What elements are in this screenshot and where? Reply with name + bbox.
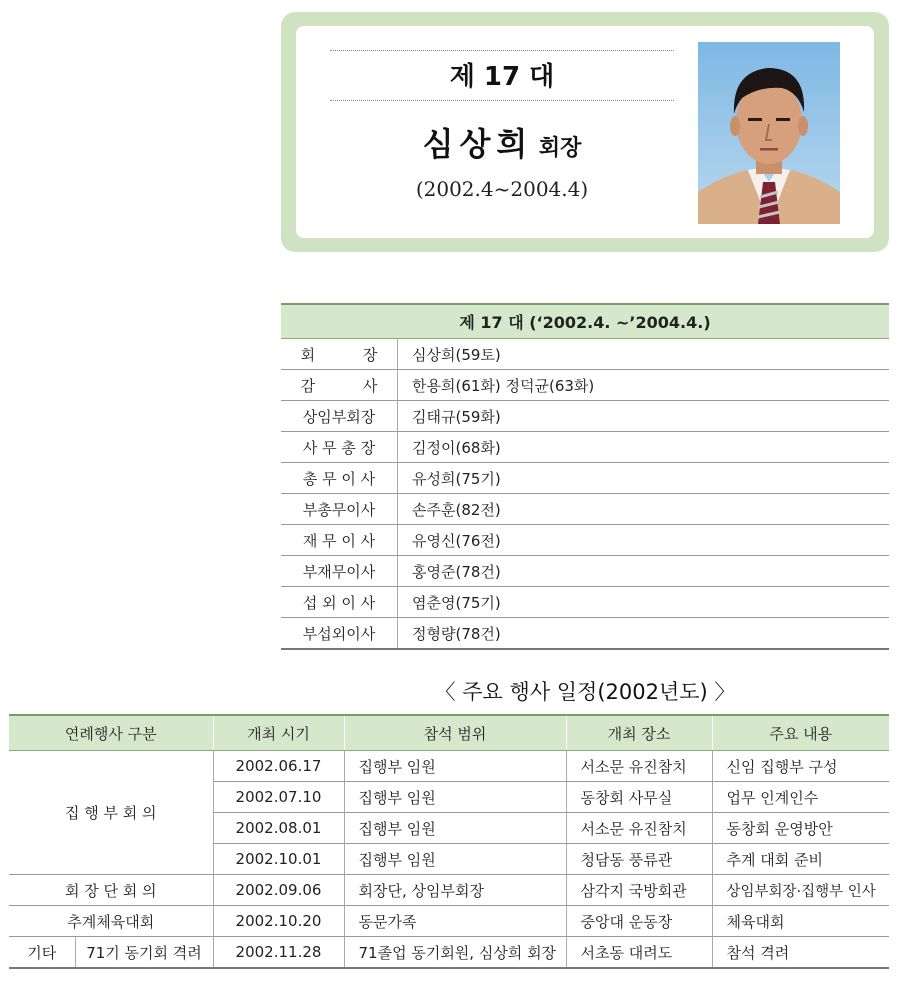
dotted-divider-top	[330, 50, 674, 51]
table-row	[9, 937, 889, 969]
officer-role: 감 사	[281, 370, 398, 401]
event-scope: 집행부 임원	[344, 782, 566, 813]
table-row	[281, 339, 889, 370]
event-scope: 회장단, 상임부회장	[344, 875, 566, 906]
event-date: 2002.09.06	[213, 875, 344, 906]
term-period: (2002.4~2004.4)	[415, 177, 589, 201]
event-content: 동창회 운영방안	[712, 813, 889, 844]
officer-role: 부섭외이사	[281, 618, 398, 650]
table-row	[281, 556, 889, 587]
officer-role: 부총무이사	[281, 494, 398, 525]
event-category: 집 행 부 회 의	[9, 751, 213, 875]
event-content: 체육대회	[712, 906, 889, 937]
officer-member: 염춘영(75기)	[398, 587, 890, 618]
event-date: 2002.10.20	[213, 906, 344, 937]
officer-member: 정형량(78건)	[398, 618, 890, 650]
president-name: 심상희	[422, 125, 534, 163]
officer-member: 홍영준(78건)	[398, 556, 890, 587]
event-date: 2002.08.01	[213, 813, 344, 844]
event-content: 상임부회장·집행부 인사	[712, 875, 889, 906]
schedule-table	[9, 714, 889, 969]
event-place: 서소문 유진참치	[566, 813, 712, 844]
event-date: 2002.11.28	[213, 937, 344, 969]
event-scope: 동문가족	[344, 906, 566, 937]
event-place: 서소문 유진참치	[566, 751, 712, 782]
officer-role: 부재무이사	[281, 556, 398, 587]
table-row	[9, 751, 889, 782]
schedule-title: 〈 주요 행사 일정(2002년도) 〉	[434, 680, 736, 704]
table-row	[281, 525, 889, 556]
event-content: 참석 격려	[712, 937, 889, 969]
event-content: 추계 대회 준비	[712, 844, 889, 875]
president-title: 회장	[538, 136, 582, 161]
event-category-main: 기타	[9, 937, 75, 969]
officer-member: 유영신(76전)	[398, 525, 890, 556]
column-header-scope: 참석 범위	[344, 715, 566, 751]
event-scope: 집행부 임원	[344, 751, 566, 782]
event-date: 2002.07.10	[213, 782, 344, 813]
column-header-place: 개최 장소	[566, 715, 712, 751]
event-content: 신임 집행부 구성	[712, 751, 889, 782]
officer-member: 김정이(68화)	[398, 432, 890, 463]
table-row	[281, 587, 889, 618]
table-row	[281, 432, 889, 463]
officer-member: 손주훈(82전)	[398, 494, 890, 525]
column-header-date: 개최 시기	[213, 715, 344, 751]
president-name-line	[330, 122, 674, 166]
event-date: 2002.06.17	[213, 751, 344, 782]
officer-role: 사 무 총 장	[281, 432, 398, 463]
event-category: 추계체육대회	[9, 906, 213, 937]
officer-role: 회 장	[281, 339, 398, 370]
table-row	[281, 370, 889, 401]
event-category: 회 장 단 회 의	[9, 875, 213, 906]
event-place: 중앙대 운동장	[566, 906, 712, 937]
event-place: 동창회 사무실	[566, 782, 712, 813]
event-category-sub: 71기 동기회 격려	[75, 937, 213, 969]
officer-role: 재 무 이 사	[281, 525, 398, 556]
table-row	[281, 401, 889, 432]
event-date: 2002.10.01	[213, 844, 344, 875]
event-scope: 집행부 임원	[344, 844, 566, 875]
table-row	[9, 906, 889, 937]
event-place: 청담동 풍류관	[566, 844, 712, 875]
table-row	[9, 875, 889, 906]
event-content: 업무 인계인수	[712, 782, 889, 813]
officer-member: 김태규(59화)	[398, 401, 890, 432]
table-row	[281, 463, 889, 494]
officer-table-heading: 제 17 대 (‘2002.4. ~’2004.4.)	[281, 304, 889, 339]
dotted-divider-bottom	[330, 100, 674, 101]
president-portrait	[698, 42, 840, 224]
event-scope: 집행부 임원	[344, 813, 566, 844]
officer-member: 한용희(61화) 정덕균(63화)	[398, 370, 890, 401]
officer-table	[281, 303, 889, 650]
term-title: 제 17 대	[449, 62, 555, 92]
officer-member: 심상희(59토)	[398, 339, 890, 370]
column-header-category: 연례행사 구분	[9, 715, 213, 751]
table-row	[281, 494, 889, 525]
officer-role: 섭 외 이 사	[281, 587, 398, 618]
officer-role: 상임부회장	[281, 401, 398, 432]
event-place: 삼각지 국방회관	[566, 875, 712, 906]
table-row	[281, 618, 889, 650]
officer-member: 유성희(75기)	[398, 463, 890, 494]
officer-role: 총 무 이 사	[281, 463, 398, 494]
column-header-content: 주요 내용	[712, 715, 889, 751]
event-place: 서초동 대려도	[566, 937, 712, 969]
event-scope: 71졸업 동기회원, 심상희 회장	[344, 937, 566, 969]
